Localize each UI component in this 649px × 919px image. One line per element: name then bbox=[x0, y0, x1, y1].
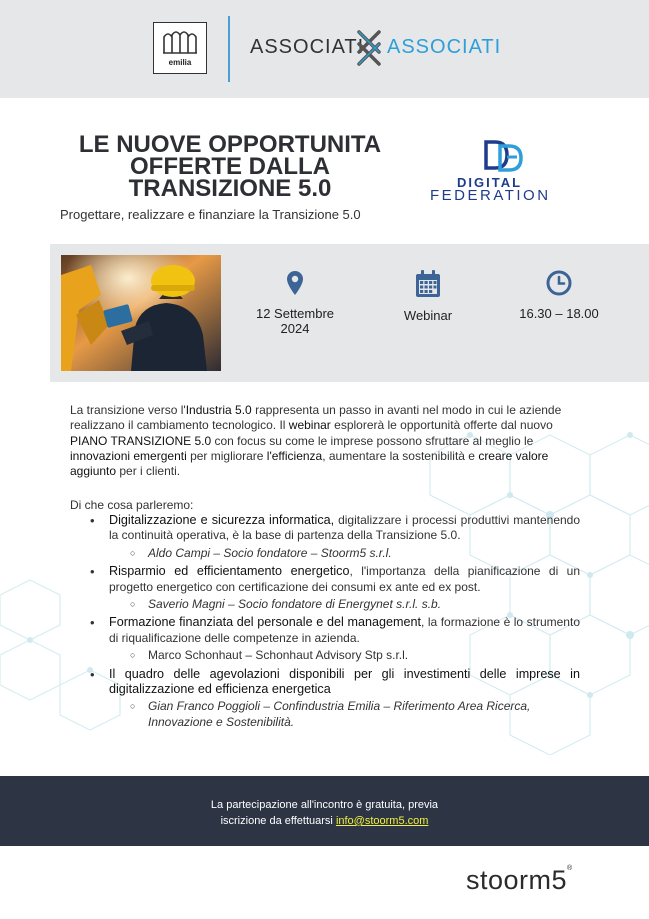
header-divider bbox=[228, 16, 230, 82]
intro-highlight-piano: PIANO TRANSIZIONE 5.0 bbox=[70, 433, 212, 448]
emilia-logo-text: emilia bbox=[168, 58, 192, 67]
intro-paragraph bbox=[70, 403, 567, 479]
confindustria-emilia-logo bbox=[153, 22, 207, 74]
bullet-circle-icon: ○ bbox=[130, 599, 136, 610]
footer-line-1: La partecipazione all'incontro è gratuita, previa bbox=[210, 799, 439, 811]
topic-2-title: Risparmio ed efficientamento energetico bbox=[109, 564, 350, 579]
intro-highlight-valore: creare valore aggiunto bbox=[70, 448, 549, 479]
brand-left-text: ASSOCIATI bbox=[250, 36, 365, 58]
topic-2-description: , l'importanza della pianificazione di un progetto energetico con certificazione dei consumi ex ante ed ex post. bbox=[109, 564, 581, 594]
bullet-circle-icon: ○ bbox=[130, 547, 136, 558]
partner-logo-word-1: DIGITAL bbox=[457, 175, 523, 190]
registration-email-link[interactable]: info@stoorm5.com bbox=[335, 815, 429, 827]
topic-4-title: Il quadro delle agevolazioni disponibili per gli investimenti delle imprese in digitalizzazione ed efficienza energetica bbox=[109, 666, 580, 697]
title-line-2: OFFERTE DALLA bbox=[130, 153, 330, 180]
topic-1-title: Digitalizzazione e sicurezza informatica, bbox=[109, 513, 335, 527]
footer-line-2-text: iscrizione da effettuarsi bbox=[220, 815, 336, 827]
topic-3-title: Formazione finanziata del personale e del management bbox=[109, 615, 421, 630]
intro-highlight-industria: Industria 5.0 bbox=[185, 403, 252, 417]
intro-highlight-webinar: webinar bbox=[288, 418, 331, 433]
intro-highlight-efficienza: l'efficienza bbox=[266, 448, 323, 463]
intro-text-1: La transizione verso l' bbox=[70, 403, 186, 417]
intro-text-6: , aumentare la sostenibilità e bbox=[322, 448, 479, 463]
stoorm5-logo bbox=[466, 865, 573, 896]
agenda-speaker-2 bbox=[70, 597, 580, 612]
speaker-1-text: Aldo Campi – Socio fondatore – Stoorm5 s.r.l. bbox=[148, 545, 392, 560]
worker-with-robot-image bbox=[61, 255, 221, 371]
title-line-3: TRANSIZIONE 5.0 bbox=[128, 175, 332, 202]
footer-line-2 bbox=[0, 813, 649, 829]
emilia-logo-mark-icon bbox=[162, 29, 198, 55]
intro-text-7: per i clienti. bbox=[116, 464, 181, 479]
registered-mark: ® bbox=[567, 865, 573, 872]
speaker-2-text: Saverio Magni – Socio fondatore di Energynet s.r.l. s.b. bbox=[148, 597, 442, 612]
event-time-text: 16.30 – 18.00 bbox=[519, 306, 599, 321]
speaker-3-text: Marco Schonhaut – Schonhaut Advisory Stp s.r.l. bbox=[148, 648, 409, 663]
calendar-icon bbox=[415, 270, 441, 298]
footer-registration-text bbox=[0, 797, 649, 829]
stoorm5-logo-text: stoorm5 bbox=[466, 865, 568, 895]
bullet-dot-icon: • bbox=[90, 564, 95, 580]
agenda-speaker-4 bbox=[70, 699, 580, 730]
associati-knot-icon bbox=[356, 29, 382, 67]
clock-icon bbox=[546, 270, 572, 296]
agenda-topic-2 bbox=[70, 564, 580, 595]
agenda-topic-1 bbox=[70, 513, 580, 544]
hero-photo-worker-robot bbox=[61, 255, 221, 371]
bullet-dot-icon: • bbox=[90, 666, 95, 682]
bullet-circle-icon: ○ bbox=[130, 650, 136, 661]
bullet-dot-icon: • bbox=[90, 513, 95, 528]
agenda-speaker-1 bbox=[70, 546, 580, 561]
location-pin-icon bbox=[286, 270, 304, 296]
topic-3-description: , la formazione è lo strumento di riqualificazione delle competenze in azienda. bbox=[109, 615, 580, 645]
bullet-dot-icon: • bbox=[90, 615, 95, 631]
agenda-list bbox=[70, 513, 580, 733]
event-date bbox=[248, 270, 342, 336]
event-date-line-2: 2024 bbox=[280, 321, 310, 336]
intro-text-4: con focus su come le imprese possono sfruttare al meglio le bbox=[211, 433, 534, 448]
brand-right-text: ASSOCIATI bbox=[387, 36, 502, 58]
intro-text-3: esplorerà le opportunità offerte dal nuovo bbox=[330, 418, 553, 433]
event-date-line-1: 12 Settembre bbox=[255, 306, 335, 321]
partner-logo-word-2: FEDERATION bbox=[430, 187, 551, 204]
digital-federation-logo-icon bbox=[483, 140, 523, 172]
intro-text-5: per migliorare bbox=[186, 448, 267, 463]
bullet-circle-icon: ○ bbox=[130, 701, 136, 712]
agenda-topic-3 bbox=[70, 615, 580, 646]
event-mode bbox=[388, 270, 468, 323]
speaker-4-text: Gian Franco Poggioli – Confindustria Emilia – Riferimento Area Ricerca, Innovazione e Sostenibilità. bbox=[148, 699, 531, 729]
event-time bbox=[514, 270, 604, 321]
agenda-topic-4 bbox=[70, 667, 580, 698]
agenda-speaker-3 bbox=[70, 648, 580, 663]
title-line-1: LE NUOVE OPPORTUNITA bbox=[78, 131, 382, 158]
agenda-heading: Di che cosa parleremo: bbox=[70, 498, 194, 512]
topic-1-description: digitalizzare i processi produttivi mantenendo la continuità operativa, è la base di partenza della Transizione 5.0. bbox=[109, 513, 581, 543]
page-title bbox=[50, 131, 410, 202]
intro-text-2: rappresenta un passo in avanti nel modo in cui le aziende realizzano il cambiamento tecnologico. Il bbox=[70, 403, 562, 433]
intro-highlight-innovazioni: innovazioni emergenti bbox=[70, 448, 187, 463]
event-mode-text: Webinar bbox=[403, 308, 453, 323]
page-subtitle: Progettare, realizzare e finanziare la Transizione 5.0 bbox=[60, 207, 361, 222]
